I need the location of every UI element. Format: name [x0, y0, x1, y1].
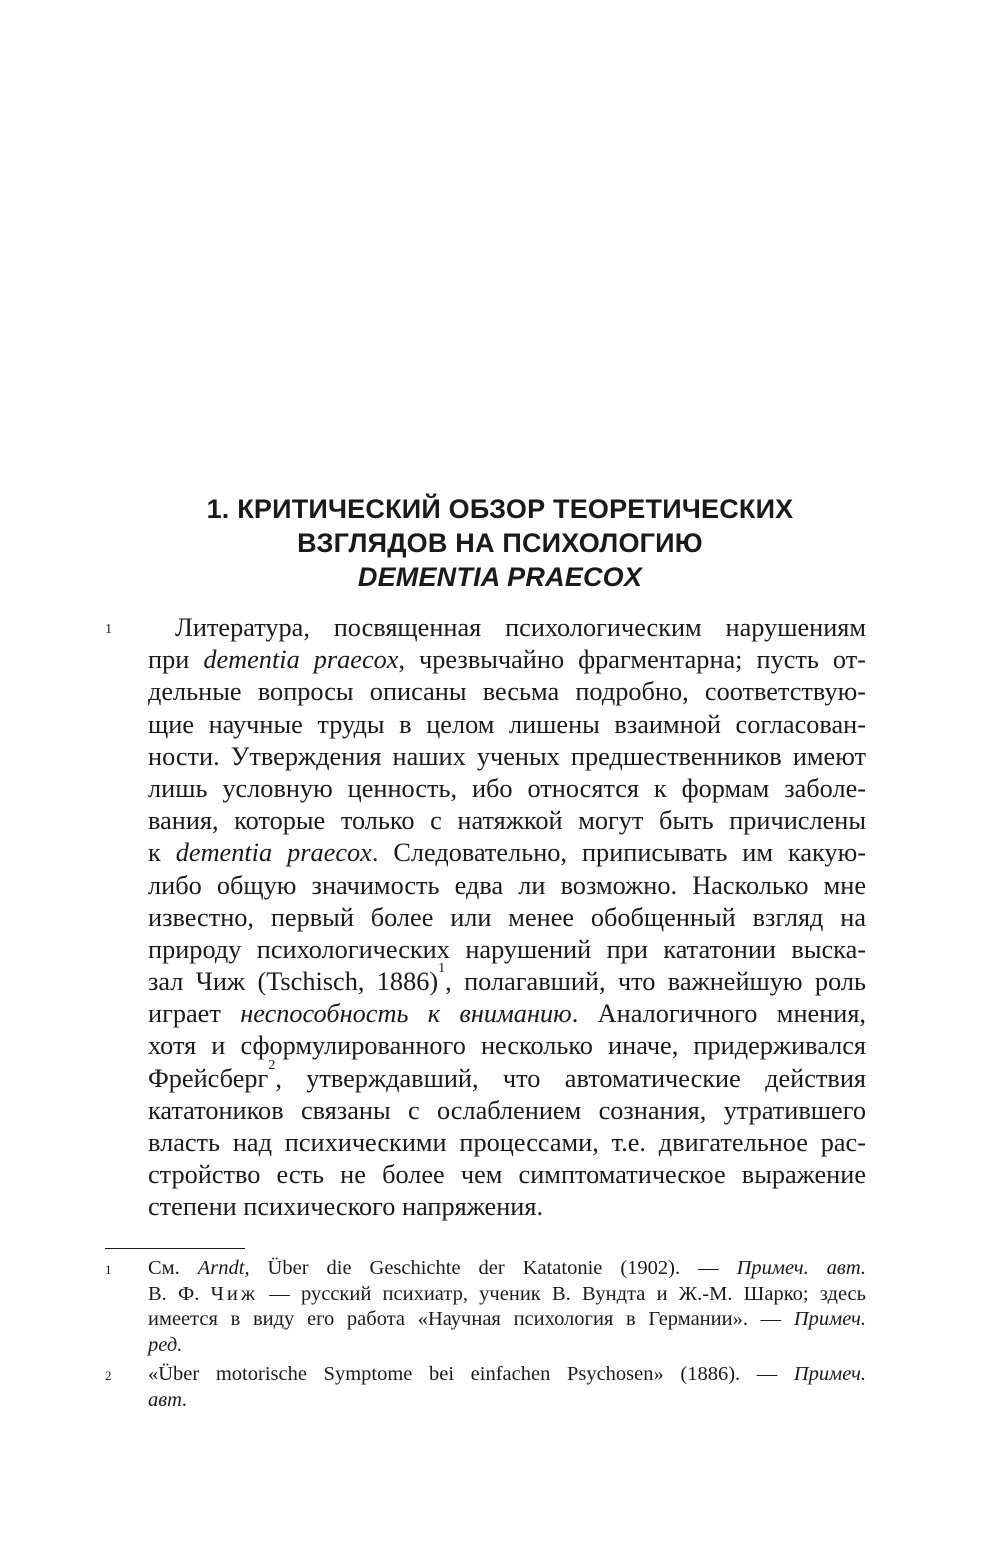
body-line: власть над психическими процессами, т.е. двигательное рас- — [148, 1128, 866, 1157]
body-line: стройство есть не более чем симптоматическое выражение — [148, 1160, 866, 1190]
footnote-line: имеется в виду его работа «Научная психология в Германии». — Примеч. — [148, 1308, 866, 1330]
body-line: Фрейсберг$^2$, утверждавший, что автоматические действия — [148, 1057, 866, 1093]
footnote-ref-2: 2 — [268, 1057, 276, 1073]
body-paragraph — [148, 612, 866, 1224]
body-line: играет неспособность к вниманию. Аналогичного мнения, — [148, 999, 867, 1029]
body-line: степени психического напряжения. — [148, 1192, 544, 1222]
body-line: ности. Утверждения наших ученых предшественников имеют — [148, 741, 866, 771]
paragraph-number: 1 — [105, 622, 112, 637]
body-line: хотя и сформулированного несколько иначе, придерживался — [148, 1031, 866, 1061]
footnote-line: См. Arndt, Über die Geschichte der Katatonie (1902). — Примеч. авт. — [148, 1257, 866, 1279]
body-line: дельные вопросы описаны весьма подробно, соответствую- — [148, 677, 866, 707]
chapter-heading — [0, 492, 1000, 594]
body-line: известно, первый более или менее обобщенный взгляд на — [148, 902, 866, 932]
body-line: щие научные труды в целом лишены взаимной согласован- — [148, 709, 866, 739]
footnote-line: авт. — [148, 1388, 188, 1411]
body-line: зал Чиж (Tschisch, 1886)$^1$, полагавший, что важнейшую роль — [148, 961, 866, 997]
footnote-ref-1: 1 — [438, 961, 446, 977]
footnote-line: ред. — [148, 1333, 183, 1356]
footnote-mark-1: 1 — [105, 1262, 112, 1277]
footnote-1 — [148, 1256, 866, 1358]
chapter-heading-line-2: ВЗГЛЯДОВ НА ПСИХОЛОГИЮ — [297, 528, 703, 558]
body-line: при dementia praecox, чрезвычайно фрагментарна; пусть от- — [148, 645, 866, 675]
footnote-2 — [148, 1362, 866, 1413]
body-line: к dementia praecox. Следовательно, приписывать им какую- — [148, 838, 866, 868]
body-line: вания, которые только с натяжкой могут быть причислены — [148, 806, 866, 836]
body-line: Литература, посвященная психологическим нарушениям — [175, 613, 866, 642]
chapter-heading-line-1: 1. КРИТИЧЕСКИЙ ОБЗОР ТЕОРЕТИЧЕСКИХ — [206, 494, 794, 524]
body-line: природу психологических нарушений при кататонии выска- — [148, 934, 866, 964]
body-line: кататоников связаны с ослаблением сознания, утратившего — [148, 1095, 866, 1125]
footnote-line: «Über motorische Symptome bei einfachen Psychosen» (1886). — Примеч. — [148, 1363, 866, 1385]
footnote-mark-2: 2 — [105, 1368, 112, 1383]
chapter-heading-line-3: DEMENTIA PRAECOX — [357, 562, 643, 592]
body-line: лишь условную ценность, ибо относятся к формам заболе- — [148, 773, 866, 803]
footnote-divider — [105, 1248, 245, 1249]
footnote-line: В. Ф. Чиж — русский психиатр, ученик В. Вундта и Ж.-М. Шарко; здесь — [148, 1282, 867, 1305]
body-line: либо общую значимость едва ли возможно. Насколько мне — [148, 870, 866, 900]
